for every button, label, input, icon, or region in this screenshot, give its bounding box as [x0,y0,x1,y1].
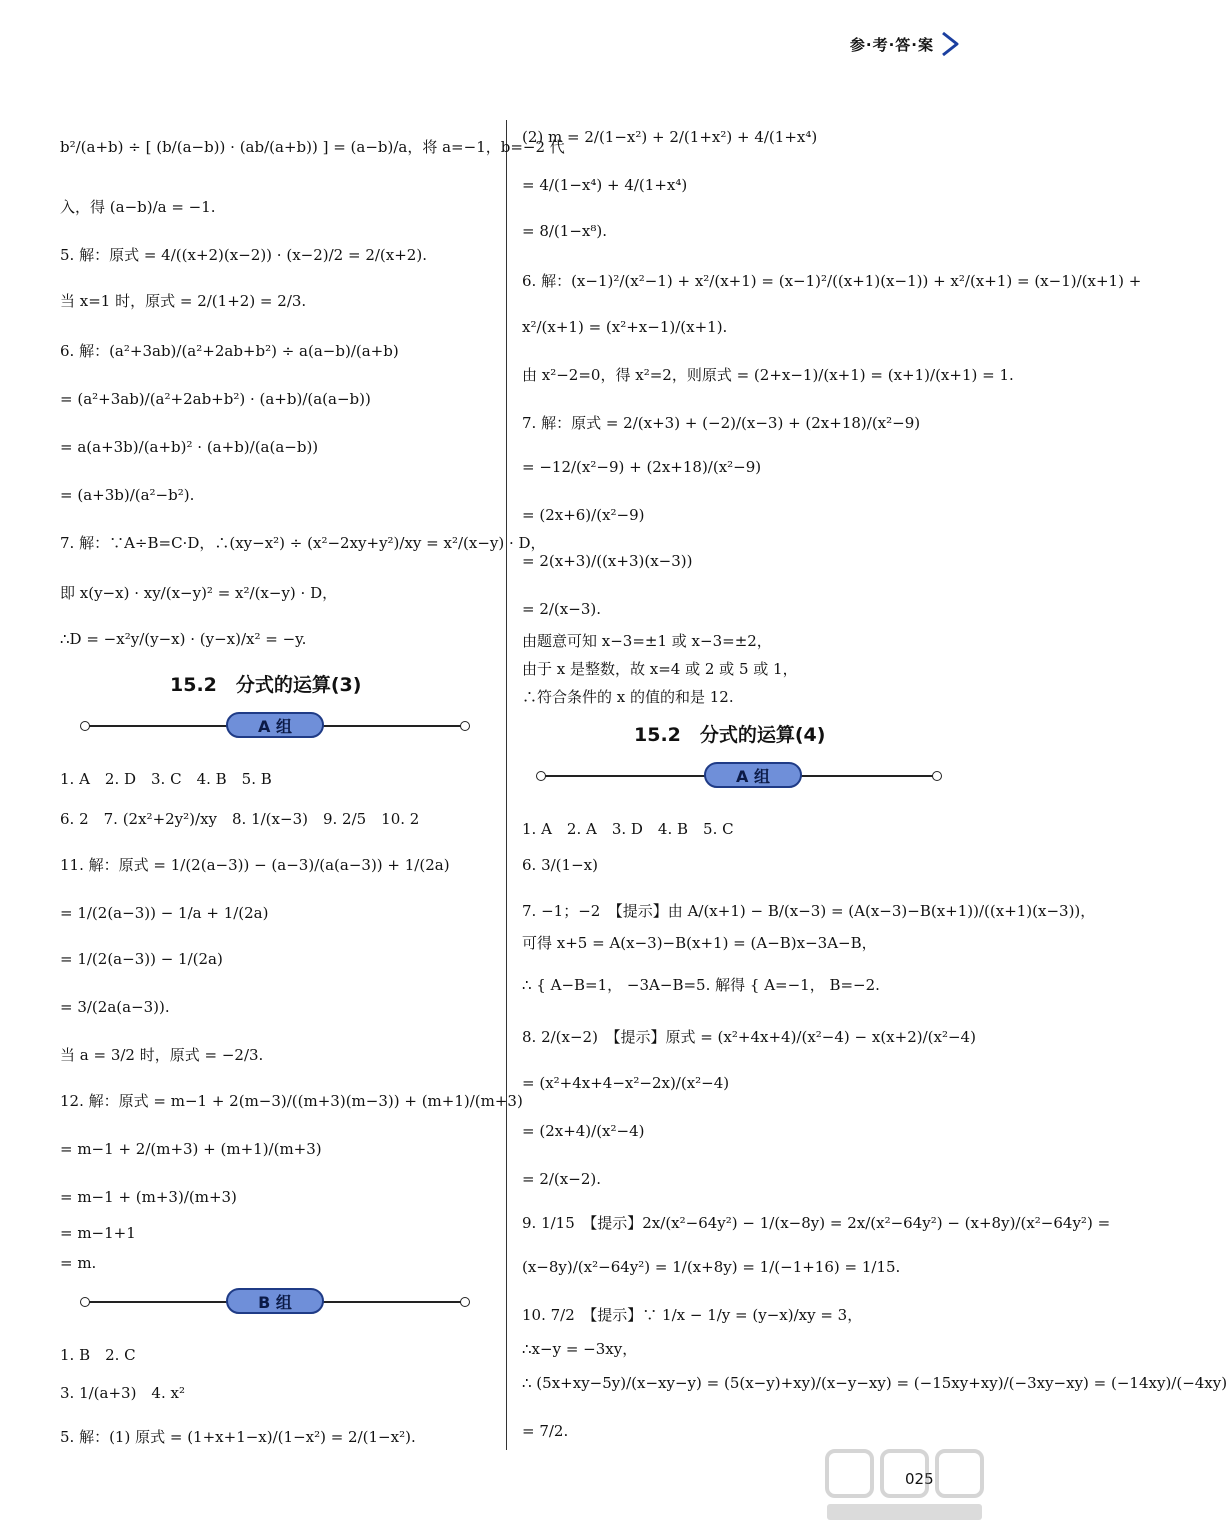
text-line: = 1/(2(a−3)) − 1/a + 1/(2a) [60,904,269,922]
group-a-banner [536,762,942,790]
text-line: 入，得 (a−b)/a = −1. [60,198,216,216]
answer-11: 11. 解：原式 = 1/(2(a−3)) − (a−3)/(a(a−3)) + 1/(2a) [60,856,450,874]
text-line: = 8/(1−x⁸). [522,222,607,240]
text-line: ∴x−y = −3xy， [522,1340,638,1358]
group-b-banner [80,1288,470,1316]
text-line: = m−1 + 2/(m+3) + (m+1)/(m+3) [60,1140,322,1158]
text-line: = a(a+3b)/(a+b)² · (a+b)/(a(a−b)) [60,438,319,456]
group-label: A 组 [704,762,802,788]
choice-answers: 1. B 2. C [60,1346,136,1364]
section-title: 15.2 分式的运算(3) [170,674,362,696]
text-line: (x−8y)/(x²−64y²) = 1/(x+8y) = 1/(−1+16) = 1/15. [522,1258,901,1276]
text-line: ∴ (5x+xy−5y)/(x−xy−y) = (5(x−y)+xy)/(x−y−xy) = (−15xy+xy)/(−3xy−xy) = (−14xy)/(−4xy) [522,1374,1227,1392]
text-line: = (2x+4)/(x²−4) [522,1122,645,1140]
text-line: = 3/(2a(a−3)). [60,998,170,1016]
page-number: 025 [905,1470,934,1488]
text-line: 由 x²−2=0，得 x²=2，则原式 = (2+x−1)/(x+1) = (x+1)/(x+1) = 1. [522,366,1014,384]
choice-answers: 1. A 2. A 3. D 4. B 5. C [522,820,734,838]
answer-12: 12. 解：原式 = m−1 + 2(m−3)/((m+3)(m−3)) + (m+1)/(m+3) [60,1092,523,1110]
text-line: 当 a = 3/2 时，原式 = −2/3. [60,1046,264,1064]
answer-5: 5. 解：(1) 原式 = (1+x+1−x)/(1−x²) = 2/(1−x²). [60,1428,416,1446]
group-label: B 组 [226,1288,324,1314]
watermark-logo-icon [822,1446,992,1526]
page-header [850,30,962,58]
text-line: = 4/(1−x⁴) + 4/(1+x⁴) [522,176,688,194]
group-label: A 组 [226,712,324,738]
text-line: = (a²+3ab)/(a²+2ab+b²) · (a+b)/(a(a−b)) [60,390,371,408]
answer-6: 6. 解：(x−1)²/(x²−1) + x²/(x+1) = (x−1)²/((x+1)(x−1)) + x²/(x+1) = (x−1)/(x+1) + [522,272,1142,290]
answer-5: 5. 解：原式 = 4/((x+2)(x−2)) · (x−2)/2 = 2/(x+2). [60,246,427,264]
answer-7: 7. 解：∵A÷B=C·D，∴(xy−x²) ÷ (x²−2xy+y²)/xy = x²/(x−y) · D， [60,534,546,552]
text-line: 可得 x+5 = A(x−3)−B(x+1) = (A−B)x−3A−B， [522,934,877,952]
text-line: = (a+3b)/(a²−b²). [60,486,195,504]
group-a-banner [80,712,470,740]
text-line: = m. [60,1254,97,1272]
text-line: = (x²+4x+4−x²−2x)/(x²−4) [522,1074,730,1092]
chevron-right-icon [940,30,962,58]
text-line: = −12/(x²−9) + (2x+18)/(x²−9) [522,458,762,476]
answer-7: 7. 解：原式 = 2/(x+3) + (−2)/(x−3) + (2x+18)/(x²−9) [522,414,921,432]
choice-answers: 1. A 2. D 3. C 4. B 5. B [60,770,272,788]
answer-9: 9. 1/15 【提示】2x/(x²−64y²) − 1/(x−8y) = 2x/(x²−64y²) − (x+8y)/(x²−64y²) = [522,1214,1111,1232]
text-line: ∴符合条件的 x 的值的和是 12. [522,688,734,706]
answer-6: 6. 解：(a²+3ab)/(a²+2ab+b²) ÷ a(a−b)/(a+b) [60,342,399,360]
answer-10: 10. 7/2 【提示】∵ 1/x − 1/y = (y−x)/xy = 3， [522,1306,863,1324]
text-line: = 2/(x−3). [522,600,601,618]
text-line: b²/(a+b) ÷ [ (b/(a−b)) · (ab/(a+b)) ] = (a−b)/a，将 a=−1，b=−2 代 [60,138,565,156]
fill-answers: 6. 2 7. (2x²+2y²)/xy 8. 1/(x−3) 9. 2/5 10. 2 [60,810,420,828]
text-line: 即 x(y−x) · xy/(x−y)² = x²/(x−y) · D， [60,584,338,602]
text-line: = 2/(x−2). [522,1170,601,1188]
text-line: 由于 x 是整数，故 x=4 或 2 或 5 或 1， [522,660,798,678]
text-line: = 1/(2(a−3)) − 1/(2a) [60,950,223,968]
text-line: = m−1 + (m+3)/(m+3) [60,1188,237,1206]
text-line: ∴D = −x²y/(y−x) · (y−x)/x² = −y. [60,630,307,648]
answer-6: 6. 3/(1−x) [522,856,598,874]
fill-answers: 3. 1/(a+3) 4. x² [60,1384,185,1402]
answer-7: 7. −1；−2 【提示】由 A/(x+1) − B/(x−3) = (A(x−3)−B(x+1))/((x+1)(x−3))， [522,902,1096,920]
text-line: x²/(x+1) = (x²+x−1)/(x+1). [522,318,728,336]
text-line: ∴ { A−B=1， −3A−B=5. 解得 { A=−1， B=−2. [522,976,880,994]
header-label: 参·考·答·案 [849,35,934,54]
text-line: = 2(x+3)/((x+3)(x−3)) [522,552,693,570]
text-line: 由题意可知 x−3=±1 或 x−3=±2， [522,632,772,650]
text-line: = 7/2. [522,1422,569,1440]
text-line: 当 x=1 时，原式 = 2/(1+2) = 2/3. [60,292,307,310]
text-line: = (2x+6)/(x²−9) [522,506,645,524]
section-title: 15.2 分式的运算(4) [634,724,826,746]
column-divider [506,120,507,1450]
text-line: (2) m = 2/(1−x²) + 2/(1+x²) + 4/(1+x⁴) [522,128,818,146]
answer-8: 8. 2/(x−2) 【提示】原式 = (x²+4x+4)/(x²−4) − x(x+2)/(x²−4) [522,1028,976,1046]
text-line: = m−1+1 [60,1224,136,1242]
